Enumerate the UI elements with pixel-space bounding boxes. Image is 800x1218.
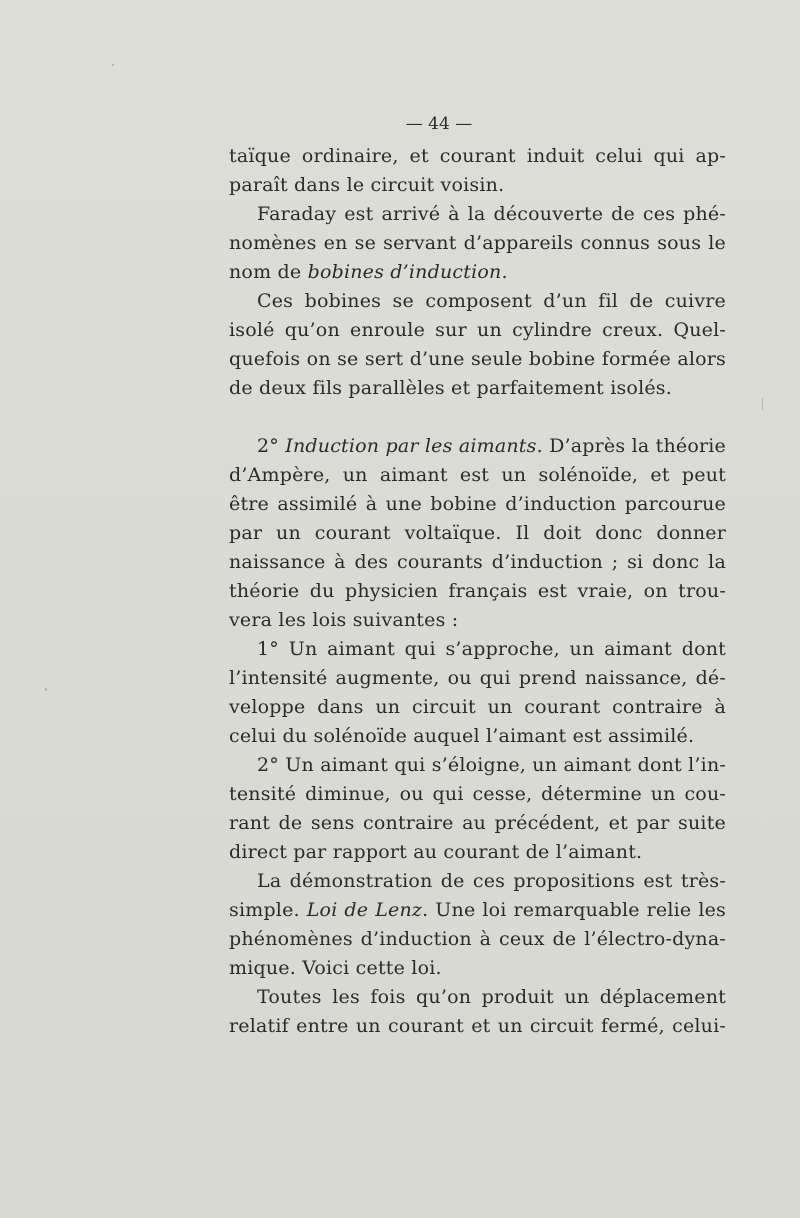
page-speck (45, 688, 47, 691)
text-line: simple. Loi de Lenz. Une loi remarquable relie les (229, 899, 726, 921)
text-line: tensité diminue, ou qui cesse, détermine un cou- (229, 783, 726, 805)
text-line: l’intensité augmente, ou qui prend naissance, dé- (229, 667, 726, 689)
text-line: nomènes en se servant d’appareils connus sous le (229, 232, 726, 254)
text-line: paraît dans le circuit voisin. (229, 174, 505, 196)
text-line: veloppe dans un circuit un courant contraire à (229, 696, 726, 718)
page-number: — 44 — (405, 114, 473, 134)
body-text (229, 142, 726, 1041)
text-line: Toutes les fois qu’on produit un déplacement (257, 986, 726, 1008)
text-line: nom de bobines d’induction. (229, 261, 508, 283)
text-line: naissance à des courants d’induction ; si donc la (229, 551, 726, 573)
text-line: mique. Voici cette loi. (229, 957, 442, 979)
text-line: par un courant voltaïque. Il doit donc donner (229, 522, 726, 544)
text-line: isolé qu’on enroule sur un cylindre creux. Quel- (229, 319, 726, 341)
text-line: théorie du physicien français est vraie, on trou- (229, 580, 726, 602)
text-line: direct par rapport au courant de l’aimant. (229, 841, 643, 863)
text-line: celui du solénoïde auquel l’aimant est assimilé. (229, 725, 695, 747)
page-speck (112, 64, 114, 66)
text-line: Ces bobines se composent d’un fil de cuivre (257, 290, 726, 312)
text-line: de deux fils parallèles et parfaitement isolés. (229, 377, 672, 399)
text-line: taïque ordinaire, et courant induit celui qui ap- (229, 145, 726, 167)
text-line: d’Ampère, un aimant est un solénoïde, et peut (229, 464, 726, 486)
section-heading-line: 2° Induction par les aimants. D’après la théorie (257, 435, 726, 457)
text-line: 2° Un aimant qui s’éloigne, un aimant dont l’in- (257, 754, 726, 776)
text-line: vera les lois suivantes : (229, 609, 459, 631)
text-line: 1° Un aimant qui s’approche, un aimant dont (257, 638, 726, 660)
text-line: rant de sens contraire au précédent, et par suite (229, 812, 726, 834)
page-speck (762, 398, 763, 410)
text-line: relatif entre un courant et un circuit fermé, celui- (229, 1015, 726, 1037)
text-line: La démonstration de ces propositions est très- (257, 870, 726, 892)
text-line: phénomènes d’induction à ceux de l’électro-dyna- (229, 928, 726, 950)
text-line: être assimilé à une bobine d’induction parcourue (229, 493, 726, 515)
text-line: Faraday est arrivé à la découverte de ces phé- (257, 203, 726, 225)
text-line: quefois on se sert d’une seule bobine formée alors (229, 348, 726, 370)
